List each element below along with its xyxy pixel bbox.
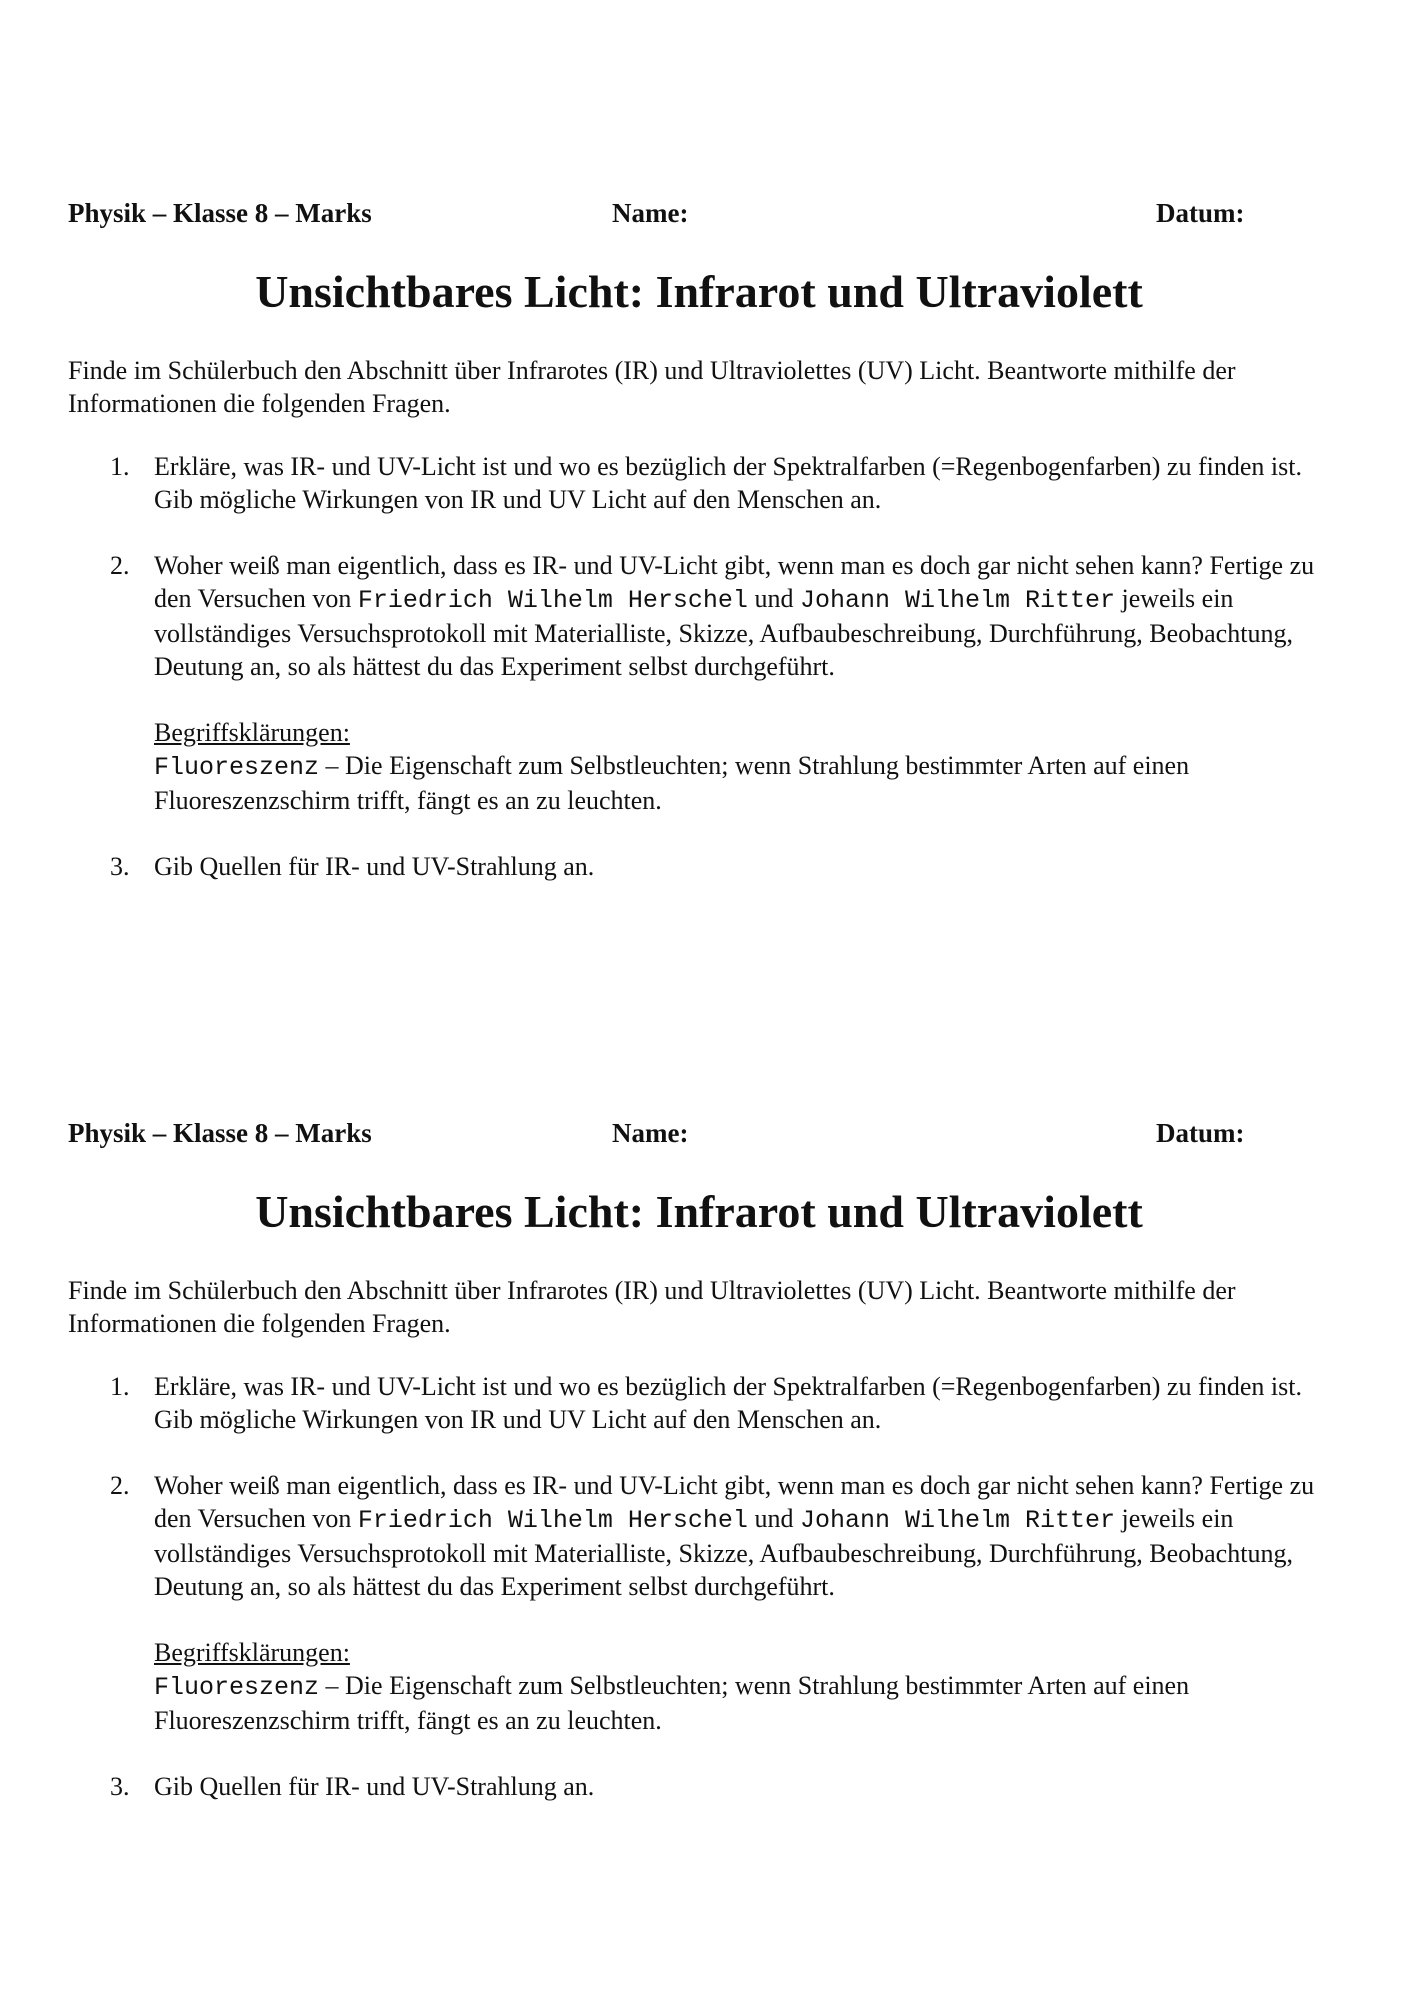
question-2 [68, 1469, 1330, 1737]
question-text-part: jeweils ein vollständiges Versuchsprotokoll mit Materialliste, Skizze, Aufbaubeschreibung, Durchführung, Beobachtung, Deutung an, so als hättest du das Experiment selbst durchgeführt. [154, 584, 1293, 681]
question-number: 2. [110, 1471, 130, 1500]
worksheet-bottom [68, 1118, 1330, 1836]
question-text: Gib Quellen für IR- und UV-Strahlung an. [154, 1772, 595, 1801]
glossary-definition: – Die Eigenschaft zum Selbstleuchten; wenn Strahlung bestimmter Arten auf einen Fluoreszenzschirm trifft, fängt es an zu leuchten. [154, 1671, 1190, 1735]
worksheet-header [68, 198, 1330, 234]
question-text-part: Woher weiß man eigentlich, dass es IR- und UV-Licht gibt, wenn man es doch gar nicht sehen kann? Fertige zu den Versuchen von [154, 551, 1315, 613]
worksheet-title: Unsichtbares Licht: Infrarot und Ultraviolett [255, 266, 1143, 317]
glossary-heading: Begriffsklärungen: [154, 1638, 350, 1667]
scientist-name: Johann Wilhelm Ritter [799, 586, 1116, 615]
worksheet-title: Unsichtbares Licht: Infrarot und Ultraviolett [255, 1186, 1143, 1237]
course-label: Physik – Klasse 8 – Marks [68, 198, 372, 228]
question-number: 2. [110, 551, 130, 580]
question-3 [68, 850, 1330, 883]
question-text [154, 549, 1330, 683]
name-label: Name: [612, 1118, 689, 1148]
question-text: Gib Quellen für IR- und UV-Strahlung an. [154, 852, 595, 881]
question-number: 3. [110, 1772, 130, 1801]
question-text-part: jeweils ein vollständiges Versuchsprotokoll mit Materialliste, Skizze, Aufbaubeschreibung, Durchführung, Beobachtung, Deutung an, so als hättest du das Experiment selbst durchgeführt. [154, 1504, 1293, 1601]
course-label: Physik – Klasse 8 – Marks [68, 1118, 372, 1148]
question-number: 3. [110, 852, 130, 881]
question-2 [68, 549, 1330, 817]
question-list [68, 1370, 1330, 1803]
glossary [154, 716, 1330, 817]
question-3 [68, 1770, 1330, 1803]
glossary-term: Fluoreszenz [154, 753, 320, 782]
scientist-name: Johann Wilhelm Ritter [799, 1506, 1116, 1535]
question-1 [68, 1370, 1330, 1436]
glossary-term: Fluoreszenz [154, 1673, 320, 1702]
scientist-name: Friedrich Wilhelm Herschel [357, 586, 748, 615]
glossary [154, 1636, 1330, 1737]
worksheet-top [68, 198, 1330, 916]
question-text-part: und [747, 1504, 800, 1533]
intro-paragraph: Finde im Schülerbuch den Abschnitt über Infrarotes (IR) und Ultraviolettes (UV) Licht. Beantworte mithilfe der Informationen die folgenden Fragen. [68, 356, 1236, 418]
intro-paragraph: Finde im Schülerbuch den Abschnitt über Infrarotes (IR) und Ultraviolettes (UV) Licht. Beantworte mithilfe der Informationen die folgenden Fragen. [68, 1276, 1236, 1338]
question-text [154, 1469, 1330, 1603]
date-label: Datum: [1156, 1118, 1245, 1148]
scientist-name: Friedrich Wilhelm Herschel [357, 1506, 748, 1535]
question-text-part: und [747, 584, 800, 613]
name-label: Name: [612, 198, 689, 228]
worksheet-header [68, 1118, 1330, 1154]
question-number: 1. [110, 1372, 130, 1401]
question-text-part: Woher weiß man eigentlich, dass es IR- und UV-Licht gibt, wenn man es doch gar nicht sehen kann? Fertige zu den Versuchen von [154, 1471, 1315, 1533]
date-label: Datum: [1156, 198, 1245, 228]
question-list [68, 450, 1330, 883]
question-1 [68, 450, 1330, 516]
glossary-heading: Begriffsklärungen: [154, 718, 350, 747]
question-number: 1. [110, 452, 130, 481]
glossary-definition: – Die Eigenschaft zum Selbstleuchten; wenn Strahlung bestimmter Arten auf einen Fluoreszenzschirm trifft, fängt es an zu leuchten. [154, 751, 1190, 815]
question-text: Erkläre, was IR- und UV-Licht ist und wo es bezüglich der Spektralfarben (=Regenbogenfarben) zu finden ist. Gib mögliche Wirkungen von IR und UV Licht auf den Menschen an. [154, 452, 1302, 514]
question-text: Erkläre, was IR- und UV-Licht ist und wo es bezüglich der Spektralfarben (=Regenbogenfarben) zu finden ist. Gib mögliche Wirkungen von IR und UV Licht auf den Menschen an. [154, 1372, 1302, 1434]
